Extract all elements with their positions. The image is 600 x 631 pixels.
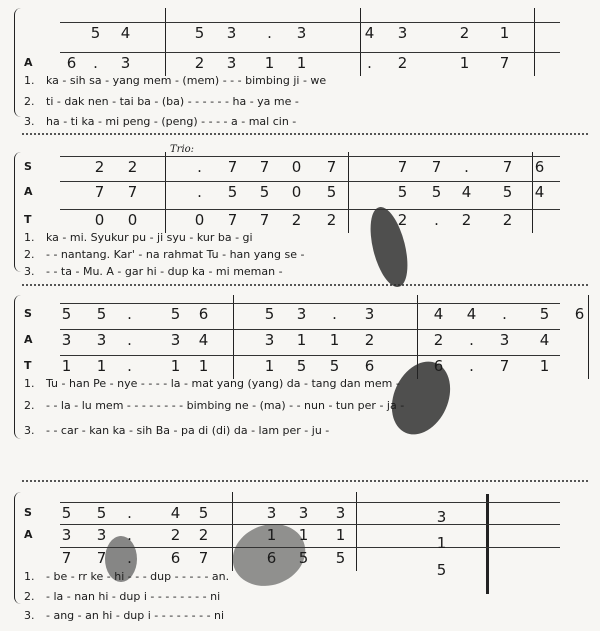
note-cell: 2	[194, 54, 206, 72]
note-cell: 3	[120, 54, 132, 72]
note-cell: 0	[127, 211, 139, 229]
lyric-text: ka - mi. Syukur pu - ji syu - kur ba - gi	[46, 231, 253, 244]
note-cell: 1	[266, 526, 278, 544]
notation-row	[0, 211, 600, 229]
lyric-line-2	[24, 95, 299, 109]
note-cell: 7	[96, 549, 108, 567]
note-cell: 3	[96, 331, 108, 349]
note-cell: 3	[61, 331, 73, 349]
voice-label: T	[24, 213, 32, 226]
beam-line	[60, 156, 560, 157]
note-cell: 5	[539, 305, 551, 323]
notation-row	[0, 357, 600, 375]
note-cell: 5	[329, 357, 341, 375]
music-system-3	[0, 295, 600, 447]
note-cell: 5	[259, 183, 271, 201]
note-cell: 2	[326, 211, 338, 229]
voice-label: A	[24, 528, 33, 541]
verse-number: 1.	[24, 570, 35, 583]
verse-number: 1.	[24, 74, 35, 87]
note-cell: 3	[264, 331, 276, 349]
note-cell: 2	[397, 211, 409, 229]
verse-number: 1.	[24, 377, 35, 390]
note-cell: .	[127, 549, 133, 567]
note-cell: 4	[198, 331, 210, 349]
note-cell: 6	[364, 357, 376, 375]
notation-row	[0, 549, 600, 567]
note-cell: .	[197, 183, 203, 201]
lyric-text: - - nantang. Kar' - na rahmat Tu - han yang se -	[46, 248, 305, 261]
lyric-line-1	[24, 74, 326, 88]
note-cell: 5	[61, 504, 73, 522]
note-cell: 3	[61, 526, 73, 544]
verse-number: 2.	[24, 590, 35, 603]
lyric-line-2	[24, 590, 220, 604]
note-cell: 6	[170, 549, 182, 567]
lyric-line-3	[24, 424, 329, 438]
note-cell: 2	[397, 54, 409, 72]
voice-label: A	[24, 333, 33, 346]
lyric-line-1	[24, 231, 253, 245]
final-chord-note: 5	[436, 561, 448, 579]
note-cell: 4	[120, 24, 132, 42]
note-cell: 4	[534, 183, 546, 201]
note-cell: 1	[264, 357, 276, 375]
note-cell: 1	[329, 331, 341, 349]
note-cell: 5	[335, 549, 347, 567]
note-cell: 3	[397, 24, 409, 42]
final-chord-note: 1	[436, 534, 448, 552]
lyric-line-3	[24, 265, 283, 279]
note-cell: 3	[226, 54, 238, 72]
voice-label: S	[24, 506, 32, 519]
verse-number: 3.	[24, 609, 35, 622]
separator-2	[22, 284, 588, 286]
note-cell: 3	[226, 24, 238, 42]
notation-row	[0, 305, 600, 323]
note-cell: 1	[96, 357, 108, 375]
note-cell: 4	[433, 305, 445, 323]
lyric-text: - be - rr ke - hi - - - dup - - - - - an.	[46, 570, 230, 583]
note-cell: 5	[170, 305, 182, 323]
note-cell: .	[434, 211, 440, 229]
note-cell: 1	[296, 331, 308, 349]
notation-row	[0, 24, 600, 42]
voice-label: S	[24, 160, 32, 173]
note-cell: 7	[61, 549, 73, 567]
note-cell: 5	[298, 549, 310, 567]
lyric-line-3	[24, 609, 224, 623]
notation-row	[0, 158, 600, 176]
note-cell: 1	[298, 526, 310, 544]
music-system-4	[0, 492, 600, 622]
beam-line	[60, 355, 560, 356]
note-cell: 7	[127, 183, 139, 201]
note-cell: 3	[364, 305, 376, 323]
voice-label: A	[24, 56, 33, 69]
note-cell: .	[93, 54, 99, 72]
beam-line	[60, 22, 560, 23]
verse-number: 3.	[24, 115, 35, 128]
lyric-text: - ang - an hi - dup i - - - - - - - - ni	[46, 609, 225, 622]
note-cell: 2	[198, 526, 210, 544]
note-cell: .	[464, 158, 470, 176]
note-cell: .	[469, 331, 475, 349]
note-cell: 7	[431, 158, 443, 176]
note-cell: 5	[96, 305, 108, 323]
beam-line	[60, 52, 560, 53]
note-cell: 3	[335, 504, 347, 522]
note-cell: .	[332, 305, 338, 323]
beam-line	[60, 303, 560, 304]
note-cell: 0	[194, 211, 206, 229]
note-cell: 6	[574, 305, 586, 323]
note-cell: 5	[90, 24, 102, 42]
note-cell: 1	[170, 357, 182, 375]
note-cell: .	[127, 357, 133, 375]
beam-line	[60, 329, 560, 330]
note-cell: 2	[459, 24, 471, 42]
note-cell: 6	[433, 357, 445, 375]
notation-row	[0, 183, 600, 201]
note-cell: 3	[499, 331, 511, 349]
note-cell: 2	[127, 158, 139, 176]
note-cell: 7	[499, 54, 511, 72]
note-cell: 1	[539, 357, 551, 375]
note-cell: 5	[397, 183, 409, 201]
note-cell: 4	[364, 24, 376, 42]
lyric-line-3	[24, 115, 296, 129]
lyric-text: - la - nan hi - dup i - - - - - - - - ni	[46, 590, 221, 603]
verse-number: 3.	[24, 265, 35, 278]
note-cell: 6	[534, 158, 546, 176]
note-cell: 6	[266, 549, 278, 567]
note-cell: 6	[66, 54, 78, 72]
notation-row	[0, 504, 600, 522]
note-cell: 7	[198, 549, 210, 567]
lyric-text: - - car - kan ka - sih Ba - pa di (di) da - lam per - ju -	[46, 424, 330, 437]
note-cell: 7	[499, 357, 511, 375]
lyric-line-2	[24, 248, 304, 262]
note-cell: 1	[335, 526, 347, 544]
note-cell: 1	[198, 357, 210, 375]
music-system-1	[0, 8, 600, 128]
note-cell: 1	[61, 357, 73, 375]
note-cell: 7	[94, 183, 106, 201]
note-cell: 5	[264, 305, 276, 323]
verse-number: 2.	[24, 248, 35, 261]
note-cell: .	[367, 54, 373, 72]
lyric-text: Tu - han Pe - nye - - - - la - mat yang (yang) da - tang dan mem -	[46, 377, 400, 390]
note-cell: 7	[397, 158, 409, 176]
note-cell: .	[469, 357, 475, 375]
note-cell: 1	[264, 54, 276, 72]
beam-line	[60, 547, 560, 548]
note-cell: 5	[431, 183, 443, 201]
note-cell: 5	[198, 504, 210, 522]
lyric-line-2	[24, 399, 404, 413]
lyric-text: ka - sih sa - yang mem - (mem) - - - bimbing ji - we	[46, 74, 327, 87]
separator-1	[22, 133, 588, 135]
note-cell: 4	[466, 305, 478, 323]
note-cell: 1	[499, 24, 511, 42]
note-cell: 5	[296, 357, 308, 375]
note-cell: 2	[433, 331, 445, 349]
beam-line	[60, 524, 560, 525]
voice-label: A	[24, 185, 33, 198]
final-chord-note: 3	[436, 508, 448, 526]
note-cell: 5	[227, 183, 239, 201]
note-cell: 3	[170, 331, 182, 349]
lyric-line-1	[24, 570, 229, 584]
note-cell: 7	[259, 211, 271, 229]
note-cell: .	[267, 24, 273, 42]
note-cell: 7	[502, 158, 514, 176]
note-cell: 2	[502, 211, 514, 229]
note-cell: 3	[298, 504, 310, 522]
note-cell: 2	[461, 211, 473, 229]
note-cell: 6	[198, 305, 210, 323]
beam-line	[60, 181, 560, 182]
beam-line	[60, 502, 560, 503]
trio-marking: Trio:	[170, 144, 195, 155]
lyric-text: - - ta - Mu. A - gar hi - dup ka - mi meman -	[46, 265, 283, 278]
note-cell: .	[197, 158, 203, 176]
note-cell: 3	[266, 504, 278, 522]
note-cell: 5	[502, 183, 514, 201]
beam-line	[60, 209, 560, 210]
note-cell: 0	[291, 158, 303, 176]
note-cell: 7	[227, 158, 239, 176]
note-cell: .	[127, 331, 133, 349]
note-cell: 5	[326, 183, 338, 201]
verse-number: 2.	[24, 399, 35, 412]
verse-number: 3.	[24, 424, 35, 437]
verse-number: 2.	[24, 95, 35, 108]
note-cell: 7	[259, 158, 271, 176]
voice-label: T	[24, 359, 32, 372]
music-system-2	[0, 152, 600, 280]
notation-row	[0, 331, 600, 349]
note-cell: 4	[170, 504, 182, 522]
note-cell: 5	[194, 24, 206, 42]
note-cell: .	[127, 526, 133, 544]
lyric-text: ti - dak nen - tai ba - (ba) - - - - - - ha - ya me -	[46, 95, 299, 108]
note-cell: 2	[170, 526, 182, 544]
separator-3	[22, 480, 588, 482]
lyric-text: - - la - lu mem - - - - - - - - bimbing ne - (ma) - - nun - tun per - ja -	[46, 399, 405, 412]
lyric-line-1	[24, 377, 400, 391]
note-cell: .	[502, 305, 508, 323]
note-cell: 3	[296, 24, 308, 42]
note-cell: 5	[96, 504, 108, 522]
note-cell: 1	[296, 54, 308, 72]
voice-label: S	[24, 307, 32, 320]
note-cell: 5	[61, 305, 73, 323]
note-cell: 4	[461, 183, 473, 201]
note-cell: .	[127, 504, 133, 522]
note-cell: 0	[291, 183, 303, 201]
note-cell: 3	[96, 526, 108, 544]
note-cell: 7	[326, 158, 338, 176]
notation-row	[0, 526, 600, 544]
note-cell: .	[127, 305, 133, 323]
note-cell: 7	[227, 211, 239, 229]
note-cell: 2	[291, 211, 303, 229]
verse-number: 1.	[24, 231, 35, 244]
note-cell: 2	[94, 158, 106, 176]
note-cell: 1	[459, 54, 471, 72]
note-cell: 2	[364, 331, 376, 349]
notation-row	[0, 54, 600, 72]
note-cell: 4	[539, 331, 551, 349]
note-cell: 3	[296, 305, 308, 323]
lyric-text: ha - ti ka - mi peng - (peng) - - - - a - mal cin -	[46, 115, 297, 128]
note-cell: 0	[94, 211, 106, 229]
